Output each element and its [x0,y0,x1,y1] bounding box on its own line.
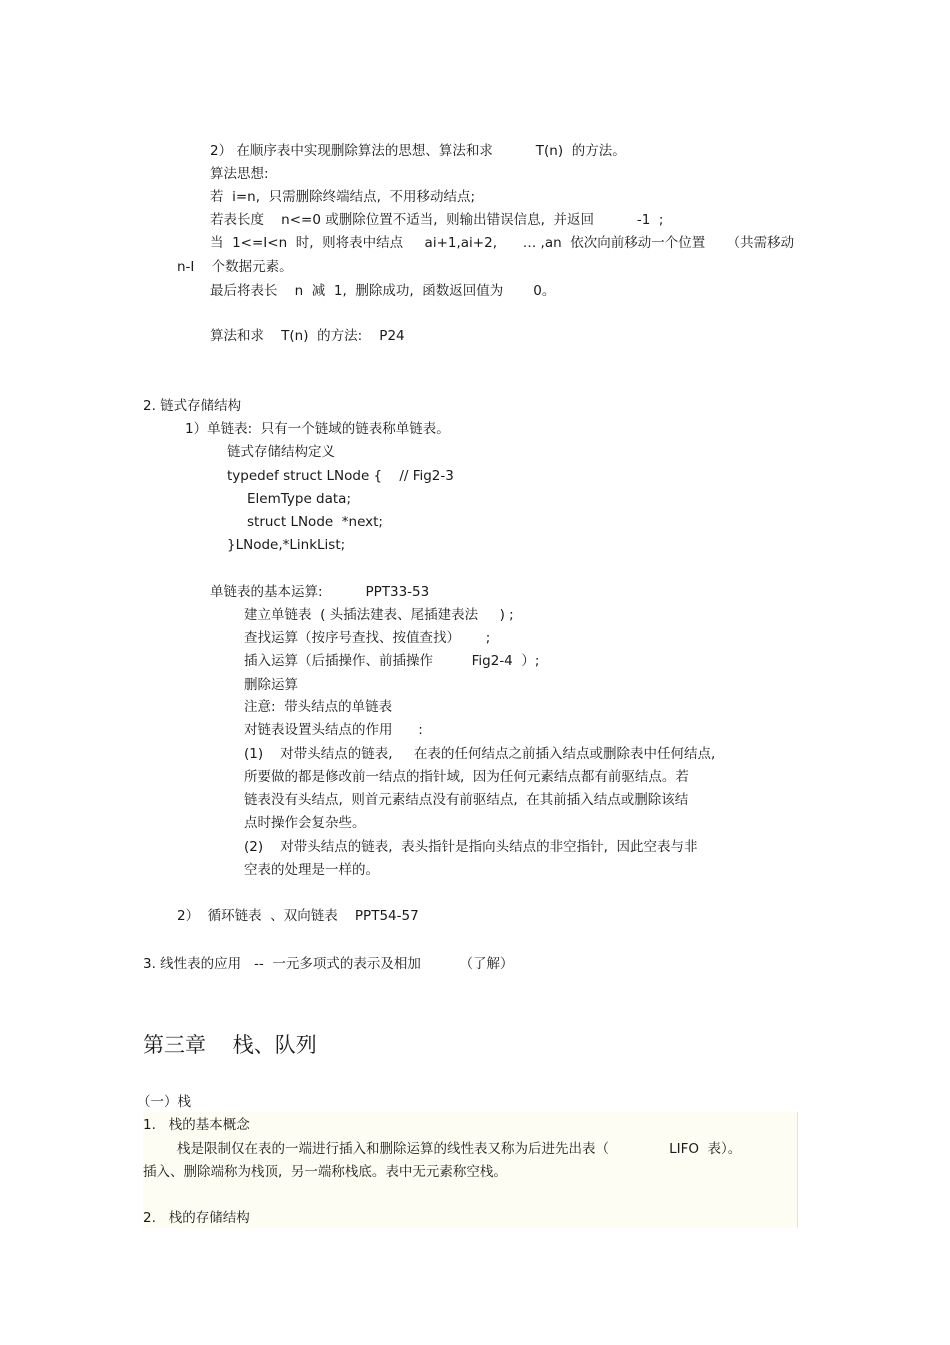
delete-case-2: 若表长度 n<=0 或删除位置不适当, 则输出错误信息, 并返回 -1 ; [210,212,664,228]
op-line: 注意: 带头结点的单链表 [244,699,393,715]
op-line: 查找运算（按序号查找、按值查找） ; [244,630,491,646]
op-line: 点时操作会复杂些。 [244,815,366,831]
op-line: 插入运算（后插操作、前插操作 Fig2-4 ）; [244,653,540,669]
code-line: struct LNode *next; [247,514,383,530]
op-line: 删除运算 [244,677,298,693]
linked-storage-title: 2. 链式存储结构 [143,398,242,414]
delete-case-3: 当 1<=I<n 时, 则将表中结点 ai+1,ai+2, … ,an 依次向前移动一个位置 （共需移动 [210,235,795,251]
linear-list-application: 3. 线性表的应用 -- 一元多项式的表示及相加 （了解） [143,956,514,972]
code-line: }LNode,*LinkList; [227,537,346,553]
algorithm-idea-label: 算法思想: [210,166,269,182]
delete-method: 算法和求 T(n) 的方法: P24 [210,328,405,344]
chapter-title: 第三章 栈、队列 [143,1033,317,1057]
op-line: 建立单链表 ( 头插法建表、尾插建表法 ) ; [244,607,514,623]
basic-ops-label: 单链表的基本运算: PPT33-53 [210,584,430,600]
stack-subheading: （一）栈 [137,1094,191,1110]
code-line: ElemType data; [247,491,351,507]
delete-case-3-cont: n-I 个数据元素。 [177,259,293,275]
delete-case-1: 若 i=n, 只需删除终端结点, 不用移动结点; [210,189,475,205]
code-line: typedef struct LNode { // Fig2-3 [227,468,454,484]
op-line: (2) 对带头结点的链表, 表头指针是指向头结点的非空指针, 因此空表与非 [244,839,698,855]
stack-storage-title: 2. 栈的存储结构 [143,1210,250,1226]
stack-concept-text-cont: 插入、删除端称为栈顶, 另一端称栈底。表中无元素称空栈。 [143,1164,507,1180]
op-line: 对链表设置头结点的作用 : [244,722,423,738]
op-line: 所要做的都是修改前一结点的指针域, 因为任何元素结点都有前驱结点。若 [244,769,689,785]
single-linked-list: 1）单链表: 只有一个链域的链表称单链表。 [185,421,450,437]
delete-final-step: 最后将表长 n 减 1, 删除成功, 函数返回值为 0。 [210,283,556,299]
op-line: 链表没有头结点, 则首元素结点没有前驱结点, 在其前插入结点或删除该结 [244,792,689,808]
delete-section-title: 2） 在顺序表中实现删除算法的思想、算法和求 T(n) 的方法。 [210,143,626,159]
stack-concept-title: 1. 栈的基本概念 [143,1117,250,1133]
op-line: 空表的处理是一样的。 [244,862,379,878]
structure-def-label: 链式存储结构定义 [227,444,335,460]
op-line: (1) 对带头结点的链表, 在表的任何结点之前插入结点或删除表中任何结点, [244,746,716,762]
circular-linked-list: 2） 循环链表 、双向链表 PPT54-57 [177,908,419,924]
stack-concept-text: 栈是限制仅在表的一端进行插入和删除运算的线性表又称为后进先出表（ LIFO 表）。 [177,1141,742,1157]
